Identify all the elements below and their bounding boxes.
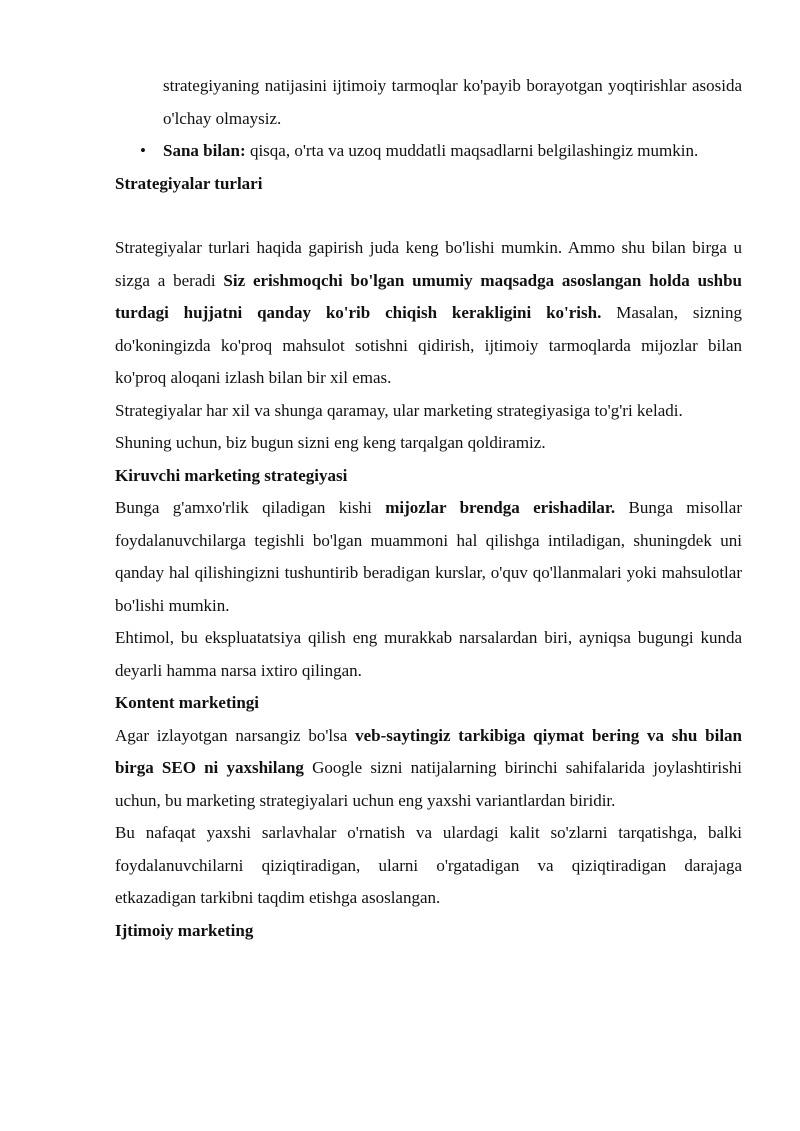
paragraph-types-3: Shuning uchun, biz bugun sizni eng keng tarqalgan qoldiramiz. xyxy=(115,433,546,452)
paragraph-types-2: Strategiyalar har xil va shunga qaramay, ular marketing strategiyasiga to'g'ri keladi. xyxy=(115,400,683,420)
bullet-bold-label: Sana bilan: xyxy=(163,141,246,160)
text-run: Bunga g'amxo'rlik qiladigan kishi xyxy=(115,498,386,517)
text-run: Masalan, sizning do'koningizda ko'proq mahsulot sotishni qidirish, ijtimoiy tarmoqlarda mijozlar bilan ko'proq aloqani izlash bilan bir xil emas. xyxy=(115,303,743,387)
bullet-body: qisqa, o'rta va uzoq muddatli maqsadlarni belgilashingiz mumkin. xyxy=(245,141,699,160)
text-run: Bunga misollar foydalanuvchilarga tegishli bo'lgan muammoni hal qilishga intiladigan, shuningdek uni qanday hal qilishingizni tushuntirib beradigan kurslar, o'quv qo'llanmalari yoki mahsulotlar bo'lishi mumkin. xyxy=(115,498,742,615)
document-page xyxy=(115,70,742,947)
paragraph-inbound-1 xyxy=(115,492,742,622)
bold-run: veb-saytingiz tarkibiga qiymat bering va shu bilan birga SEO ni yaxshilang xyxy=(115,725,742,777)
heading-strategy-types: Strategiyalar turlari xyxy=(115,173,263,193)
bullet-text: strategiyaning natijasini ijtimoiy tarmoqlar ko'payib borayotgan yoqtirishlar asosida o'lchay olmaysiz. xyxy=(163,76,742,128)
bullet-dot-icon: • xyxy=(140,141,146,160)
paragraph-gap xyxy=(115,200,742,232)
paragraph-content-1 xyxy=(115,720,742,818)
paragraph-inbound-2: Ehtimol, bu ekspluatatsiya qilish eng murakkab narsalardan biri, ayniqsa bugungi kunda deyarli hamma narsa ixtiro qilingan. xyxy=(115,628,742,680)
text-run: Agar izlayotgan narsangiz bo'lsa xyxy=(115,725,356,745)
text-run: Strategiyalar turlari haqida gapirish juda keng bo'lishi mumkin. Ammo shu bilan birga u sizga a beradi xyxy=(115,238,742,290)
heading-content-marketing: Kontent marketingi xyxy=(115,693,260,712)
bullet-item-sana xyxy=(115,135,742,168)
paragraph-types-intro xyxy=(115,232,742,395)
bold-run: mijozlar brendga erishadilar. xyxy=(385,498,616,517)
text-run: Google sizni natijalarning birinchi sahifalarida joylashtirishi uchun, bu marketing strategiyalari uchun eng yaxshi variantlardan biridir. xyxy=(115,758,742,810)
paragraph-content-2: Bu nafaqat yaxshi sarlavhalar o'rnatish va ulardagi kalit so'zlarni tarqatishga, balki foydalanuvchilarni qiziqtiradigan, ularni o'rgatadigan va qiziqtiradigan darajaga etkazadigan tarkibni taqdim etishga asoslangan. xyxy=(115,823,742,907)
heading-social-marketing: Ijtimoiy marketing xyxy=(115,920,254,940)
bold-run: Siz erishmoqchi bo'lgan umumiy maqsadga asoslangan holda ushbu turdagi hujjatni qanday ko'rib chiqish kerakligini ko'rish. xyxy=(115,270,742,322)
bullet-text xyxy=(163,135,742,168)
heading-inbound-marketing: Kiruvchi marketing strategiyasi xyxy=(115,465,348,485)
bullet-item-continuation xyxy=(115,70,742,135)
